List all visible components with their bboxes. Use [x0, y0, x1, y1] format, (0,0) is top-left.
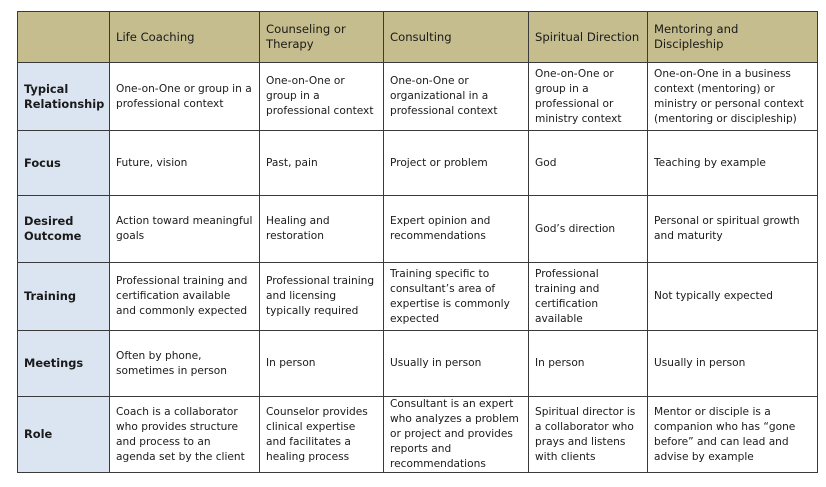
table-cell: Mentor or disciple is a companion who has “gone before” and can lead and advise by example: [648, 397, 818, 473]
corner-cell: [18, 12, 110, 63]
column-header-life-coaching: Life Coaching: [110, 12, 260, 63]
table-cell: Personal or spiritual growth and maturity: [648, 196, 818, 263]
table-cell: Expert opinion and recommendations: [384, 196, 529, 263]
table-cell: Professional training and certification available: [529, 263, 648, 331]
table-cell: In person: [260, 331, 384, 397]
table-cell: In person: [529, 331, 648, 397]
column-header-mentoring: Mentoring and Discipleship: [648, 12, 818, 63]
table-row: [18, 63, 818, 131]
table-row: [18, 196, 818, 263]
table-row: [18, 397, 818, 473]
comparison-table: [17, 11, 818, 473]
table-cell: God: [529, 131, 648, 196]
row-label-role: Role: [18, 397, 110, 473]
table-cell: Action toward meaningful goals: [110, 196, 260, 263]
table-cell: One-on-One or organizational in a professional context: [384, 63, 529, 131]
table-cell: Often by phone, sometimes in person: [110, 331, 260, 397]
table-cell: One-on-One or group in a professional context: [110, 63, 260, 131]
table-row: [18, 263, 818, 331]
table-cell: Not typically expected: [648, 263, 818, 331]
column-header-consulting: Consulting: [384, 12, 529, 63]
table-cell: Past, pain: [260, 131, 384, 196]
header-row: [18, 12, 818, 63]
table-cell: Project or problem: [384, 131, 529, 196]
table-cell: Counselor provides clinical expertise and facilitates a healing process: [260, 397, 384, 473]
table-row: [18, 131, 818, 196]
table-cell: Future, vision: [110, 131, 260, 196]
row-label-typical-relationship: Typical Relationship: [18, 63, 110, 131]
table-cell: Teaching by example: [648, 131, 818, 196]
table-cell: Spiritual director is a collaborator who prays and listens with clients: [529, 397, 648, 473]
table-cell: Usually in person: [384, 331, 529, 397]
table-cell: Usually in person: [648, 331, 818, 397]
table-cell: One-on-One or group in a professional or ministry context: [529, 63, 648, 131]
table-cell: Consultant is an expert who analyzes a problem or project and provides reports and recommendations: [384, 397, 529, 473]
table-cell: Professional training and licensing typically required: [260, 263, 384, 331]
table-cell: God’s direction: [529, 196, 648, 263]
table-cell: One-on-One in a business context (mentoring) or ministry or personal context (mentoring or discipleship): [648, 63, 818, 131]
table-cell: Healing and restoration: [260, 196, 384, 263]
table-cell: Coach is a collaborator who provides structure and process to an agenda set by the client: [110, 397, 260, 473]
column-header-counseling: Counseling or Therapy: [260, 12, 384, 63]
table-cell: Professional training and certification available and commonly expected: [110, 263, 260, 331]
row-label-focus: Focus: [18, 131, 110, 196]
row-label-desired-outcome: Desired Outcome: [18, 196, 110, 263]
table-cell: One-on-One or group in a professional context: [260, 63, 384, 131]
table-cell: Training specific to consultant’s area of expertise is commonly expected: [384, 263, 529, 331]
row-label-training: Training: [18, 263, 110, 331]
table-row: [18, 331, 818, 397]
row-label-meetings: Meetings: [18, 331, 110, 397]
column-header-spiritual-direction: Spiritual Direction: [529, 12, 648, 63]
